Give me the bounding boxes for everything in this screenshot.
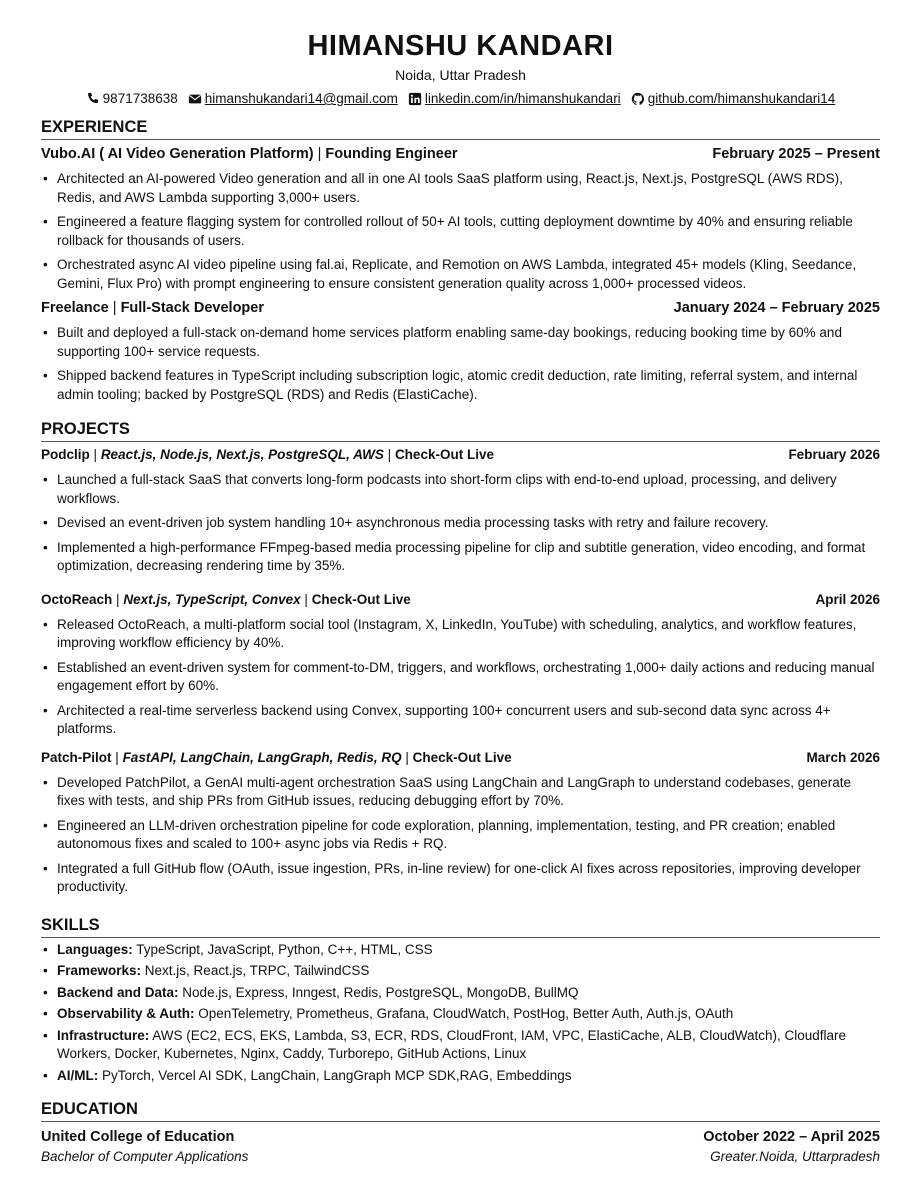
skill-label: Backend and Data: [57, 984, 179, 1000]
education-row [41, 1127, 880, 1147]
company-name: Freelance [41, 300, 109, 316]
project-entry-podclip [41, 445, 880, 576]
skill-item [41, 962, 880, 981]
project-live-link[interactable]: Check-Out Live [311, 591, 411, 607]
skill-item [41, 1005, 880, 1024]
phone-number: 9871738638 [102, 91, 178, 106]
education-place: Greater.Noida, Uttarpradesh [710, 1149, 880, 1164]
project-name: Patch-Pilot [41, 749, 112, 765]
experience-entry-2 [41, 298, 880, 404]
project-entry-patch-pilot [41, 748, 880, 897]
bullet-item: • Built and deployed a full-stack on-demand home services platform enabling same-day bookings, reducing booking time by 60% and supporting 100+ service requests. [41, 324, 880, 361]
project-live-link[interactable]: Check-Out Live [412, 749, 512, 765]
skill-label: Frameworks: [57, 963, 142, 978]
bullet-item: • Established an event-driven system for comment-to-DM, triggers, and workflows, orchestrating 1,000+ daily actions and reducing manual engagement effort by 60%. [41, 659, 880, 696]
school-name: United College of Education [41, 1129, 235, 1145]
project-date: March 2026 [806, 749, 880, 765]
bullet-item: • Implemented a high-performance FFmpeg-based media processing pipeline for clip and subtitle generation, video encoding, and format optimization, decreasing rendering time by 35%. [41, 539, 880, 576]
skill-value: OpenTelemetry, Prometheus, Grafana, CloudWatch, PostHog, Better Auth, Auth.js, OAuth [194, 1006, 734, 1021]
skill-label: AI/ML: [57, 1067, 99, 1083]
skill-value: TypeScript, JavaScript, Python, C++, HTML, CSS [132, 941, 433, 957]
skill-item [41, 941, 880, 960]
job-dates: February 2025 – Present [712, 146, 880, 162]
job-header: Vubo.AI ( AI Video Generation Platform) | Founding Engineer February 2025 – Present [41, 146, 880, 162]
bullet-item: • Architected an AI-powered Video generation and all in one AI tools SaaS platform using, React.js, Next.js, PostgreSQL (AWS RDS), Redis, and AWS Lambda supporting 3,000+ users. [41, 170, 880, 207]
contact-row [41, 89, 880, 109]
job-header: Freelance | Full-Stack Developer January 2024 – February 2025 [41, 300, 880, 316]
skill-value: PyTorch, Vercel AI SDK, LangChain, LangGraph MCP SDK,RAG, Embeddings [98, 1067, 572, 1083]
phone-icon [86, 92, 100, 106]
skill-value: Node.js, Express, Inngest, Redis, PostgreSQL, MongoDB, BullMQ [178, 984, 579, 1000]
bullet-item: • Engineered a feature flagging system for controlled rollout of 50+ AI tools, cutting deployment downtime by 40% and ensuring reliable rollback for thousands of users. [41, 213, 880, 250]
linkedin-icon [408, 92, 422, 106]
candidate-location: Noida, Uttar Pradesh [395, 67, 526, 83]
degree-name: Bachelor of Computer Applications [41, 1149, 249, 1164]
project-date: February 2026 [788, 447, 880, 462]
job-dates: January 2024 – February 2025 [673, 300, 880, 316]
skill-item [41, 1067, 880, 1086]
project-header: OctoReach | Next.js, TypeScript, Convex | Check-Out Live April 2026 [41, 590, 880, 610]
github-contact[interactable] [631, 89, 836, 109]
company-name: Vubo.AI ( AI Video Generation Platform) [41, 146, 314, 162]
skill-label: Infrastructure: [57, 1027, 150, 1043]
project-live-link[interactable]: Check-Out Live [394, 447, 494, 462]
projects-heading: PROJECTS [41, 418, 880, 442]
skills-heading: SKILLS [41, 914, 880, 938]
project-stack: FastAPI, LangChain, LangGraph, Redis, RQ [122, 749, 402, 765]
project-header: Patch-Pilot | FastAPI, LangChain, LangGraph, Redis, RQ | Check-Out Live March 2026 [41, 748, 880, 768]
bullet-item: • Engineered an LLM-driven orchestration pipeline for code exploration, planning, implementation, testing, and PR creation; enabled autonomous fixes and scaled to 100+ async jobs via Redis + RQ. [41, 817, 880, 854]
envelope-icon [188, 92, 202, 106]
candidate-name: HIMANSHU KANDARI [307, 30, 614, 62]
github-link[interactable]: github.com/himanshukandari14 [647, 91, 836, 106]
bullet-item: • Devised an event-driven job system handling 10+ asynchronous media processing tasks with retry and failure recovery. [41, 514, 880, 533]
email-link[interactable]: himanshukandari14@gmail.com [204, 91, 398, 106]
bullet-item: • Shipped backend features in TypeScript including subscription logic, atomic credit deduction, rate limiting, referral system, and internal admin tooling; backed by PostgreSQL (RDS) and Redis (ElastiCache). [41, 367, 880, 404]
project-name: Podclip [41, 447, 90, 462]
skill-value: Next.js, React.js, TRPC, TailwindCSS [141, 963, 370, 978]
project-header: Podclip | React.js, Node.js, Next.js, PostgreSQL, AWS | Check-Out Live February 2026 [41, 445, 880, 465]
linkedin-link[interactable]: linkedin.com/in/himanshukandari [424, 91, 621, 106]
skill-label: Observability & Auth: [57, 1006, 195, 1021]
project-date: April 2026 [815, 591, 880, 607]
project-entry-octoreach [41, 590, 880, 739]
skill-label: Languages: [57, 941, 133, 957]
education-detail-row [41, 1147, 880, 1166]
project-stack: Next.js, TypeScript, Convex [123, 591, 301, 607]
skill-item [41, 984, 880, 1003]
education-heading: EDUCATION [41, 1098, 880, 1122]
email-contact[interactable] [188, 89, 398, 109]
github-icon [631, 92, 645, 106]
experience-heading: EXPERIENCE [41, 116, 880, 140]
project-name: OctoReach [41, 591, 113, 607]
bullet-item: • Integrated a full GitHub flow (OAuth, issue ingestion, PRs, in-line review) for one-click AI fixes across repositories, improving developer productivity. [41, 860, 880, 897]
phone-contact[interactable] [86, 89, 178, 109]
bullet-item: • Architected a real-time serverless backend using Convex, supporting 100+ concurrent users and sub-second data sync across 4+ platforms. [41, 702, 880, 739]
job-role: Full-Stack Developer [120, 300, 264, 316]
bullet-item: • Developed PatchPilot, a GenAI multi-agent orchestration SaaS using LangChain and LangGraph to understand codebases, generate fixes with tests, and ship PRs from GitHub issues, reducing debugging effort by 70%. [41, 774, 880, 811]
skill-value: AWS (EC2, ECS, EKS, Lambda, S3, ECR, RDS, CloudFront, IAM, VPC, ElastiCache, ALB, CloudWatch), Cloudflare Workers, Docker, Kubernetes, Nginx, Caddy, Turborepo, GitHub Actions, Linux [57, 1027, 847, 1061]
job-role: Founding Engineer [325, 146, 458, 162]
skill-item [41, 1027, 880, 1064]
experience-entry-1 [41, 144, 880, 293]
education-dates: October 2022 – April 2025 [703, 1129, 880, 1145]
project-stack: React.js, Node.js, Next.js, PostgreSQL, AWS [100, 447, 384, 462]
bullet-item: • Orchestrated async AI video pipeline using fal.ai, Replicate, and Remotion on AWS Lambda, integrated 45+ models (Kling, Seedance, Gemini, Flux Pro) with prompt engineering to ensure consistent generation quality across 1,000+ processed videos. [41, 256, 880, 293]
bullet-item: • Launched a full-stack SaaS that converts long-form podcasts into short-form clips with end-to-end upload, processing, and delivery workflows. [41, 471, 880, 508]
linkedin-contact[interactable] [408, 89, 621, 109]
bullet-item: • Released OctoReach, a multi-platform social tool (Instagram, X, LinkedIn, YouTube) with scheduling, analytics, and workflow features, improving workflow efficiency by 40%. [41, 616, 880, 653]
